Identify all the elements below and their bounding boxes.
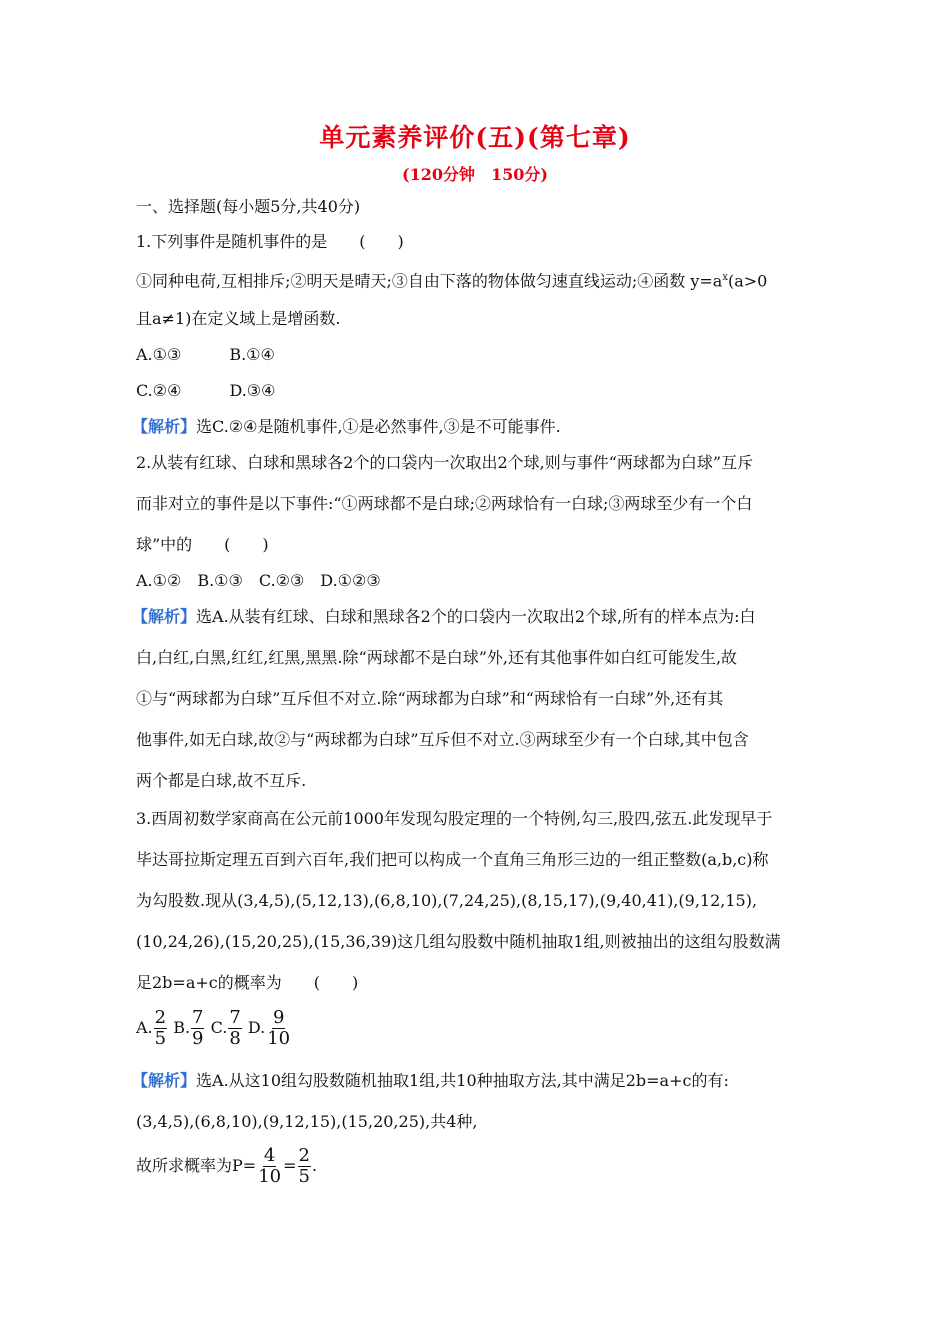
- q3-opt-a-label: A.: [136, 1018, 153, 1037]
- q1-analysis-text: 选C.②④是随机事件,①是必然事件,③是不可能事件.: [196, 417, 561, 436]
- q3-opt-b-label: B.: [173, 1018, 191, 1037]
- q3-analysis-line2: (3,4,5),(6,8,10),(9,12,15),(15,20,25),共4种,: [136, 1112, 478, 1131]
- q1-options-cd: C.②④ D.③④: [136, 381, 276, 400]
- q1-stem: 1.下列事件是随机事件的是 ( ): [136, 232, 404, 251]
- q3-opt-c-den: 8: [229, 1028, 241, 1049]
- q1-line1-b: (a>0: [727, 271, 768, 291]
- q2-analysis-line3: ①与“两球都为白球”互斥但不对立.除“两球都为白球”和“两球恰有一白球”外,还有其: [136, 689, 724, 708]
- q3-opt-c-label: C.: [210, 1018, 228, 1037]
- q3-p-den2: 5: [298, 1166, 310, 1187]
- q3-p-num1: 4: [263, 1145, 276, 1166]
- q2-options: A.①② B.①③ C.②③ D.①②③: [136, 571, 381, 590]
- page-title: 单元素养评价(五)(第七章): [319, 123, 631, 152]
- q3-opt-d-fraction: [266, 1008, 291, 1049]
- q1-analysis-tag: 【解析】: [132, 417, 197, 436]
- q3-opt-c-num: 7: [229, 1007, 241, 1028]
- q3-p-end: .: [311, 1156, 318, 1175]
- q3-opt-b-num: 7: [192, 1007, 204, 1028]
- q3-analysis-tag: 【解析】: [132, 1071, 197, 1090]
- q3-opt-d-den: 10: [267, 1028, 291, 1049]
- q3-line4: (10,24,26),(15,20,25),(15,36,39)这几组勾股数中随机抽取1组,则被抽出的这组勾股数满: [136, 932, 781, 951]
- section-heading: 一、选择题(每小题5分,共40分): [136, 197, 361, 216]
- q3-options: [136, 1006, 292, 1050]
- q3-analysis-line3: [136, 1142, 317, 1190]
- q3-opt-c-fraction: [228, 1008, 241, 1049]
- q2-analysis-text1: 选A.从装有红球、白球和黑球各2个的口袋内一次取出2个球,所有的样本点为:白: [196, 607, 756, 626]
- q1-line1-sup: x: [722, 272, 728, 283]
- q2-line3: 球”中的 ( ): [136, 535, 269, 554]
- q3-analysis-line1: [132, 1070, 729, 1092]
- q3-line5: 足2b=a+c的概率为 ( ): [136, 973, 359, 992]
- q3-line1: 3.西周初数学家商高在公元前1000年发现勾股定理的一个特例,勾三,股四,弦五.此发现早于: [136, 809, 773, 828]
- page-subtitle: (120分钟 150分): [402, 165, 548, 184]
- q3-opt-b-fraction: [191, 1008, 204, 1049]
- q2-line2: 而非对立的事件是以下事件:“①两球都不是白球;②两球恰有一白球;③两球至少有一个白: [136, 494, 753, 513]
- q3-opt-a-den: 5: [154, 1028, 167, 1049]
- q3-p-fraction-2: [298, 1146, 311, 1187]
- q1-line1: [136, 267, 767, 292]
- q3-p-den1: 10: [258, 1166, 282, 1187]
- q3-opt-d-num: 9: [272, 1007, 285, 1028]
- q2-analysis-line5: 两个都是白球,故不互斥.: [136, 771, 307, 790]
- q3-line2: 毕达哥拉斯定理五百到六百年,我们把可以构成一个直角三角形三边的一组正整数(a,b,c)称: [136, 850, 769, 869]
- q3-opt-a-fraction: [154, 1008, 167, 1049]
- q3-p-num2: 2: [298, 1145, 310, 1166]
- q2-line1: 2.从装有红球、白球和黑球各2个的口袋内一次取出2个球,则与事件“两球都为白球”互斥: [136, 453, 754, 472]
- q3-p-equals: =: [283, 1156, 297, 1175]
- q3-analysis-text1: 选A.从这10组勾股数随机抽取1组,共10种抽取方法,其中满足2b=a+c的有:: [196, 1071, 729, 1090]
- q3-opt-d-label: D.: [247, 1018, 266, 1037]
- q2-analysis-line1: [132, 606, 756, 628]
- q1-line2: 且a≠1)在定义域上是增函数.: [136, 309, 341, 328]
- q3-opt-a-num: 2: [154, 1007, 167, 1028]
- q3-analysis-prefix: 故所求概率为P=: [136, 1156, 257, 1175]
- q3-line3: 为勾股数.现从(3,4,5),(5,12,13),(6,8,10),(7,24,25),(8,15,17),(9,40,41),(9,12,15),: [136, 891, 758, 910]
- q1-line1-a: ①同种电荷,互相排斥;②明天是晴天;③自由下落的物体做匀速直线运动;④函数 y=a: [136, 271, 723, 291]
- q1-options-ab: A.①③ B.①④: [136, 345, 275, 364]
- q3-opt-b-den: 9: [192, 1028, 204, 1049]
- q3-p-fraction-1: [257, 1146, 282, 1187]
- q2-analysis-line2: 白,白红,白黑,红红,红黑,黑黑.除“两球都不是白球”外,还有其他事件如白红可能发生,故: [136, 648, 738, 667]
- q1-analysis: [132, 416, 561, 438]
- q2-analysis-tag: 【解析】: [132, 607, 197, 626]
- q2-analysis-line4: 他事件,如无白球,故②与“两球都为白球”互斥但不对立.③两球至少有一个白球,其中包含: [136, 730, 749, 749]
